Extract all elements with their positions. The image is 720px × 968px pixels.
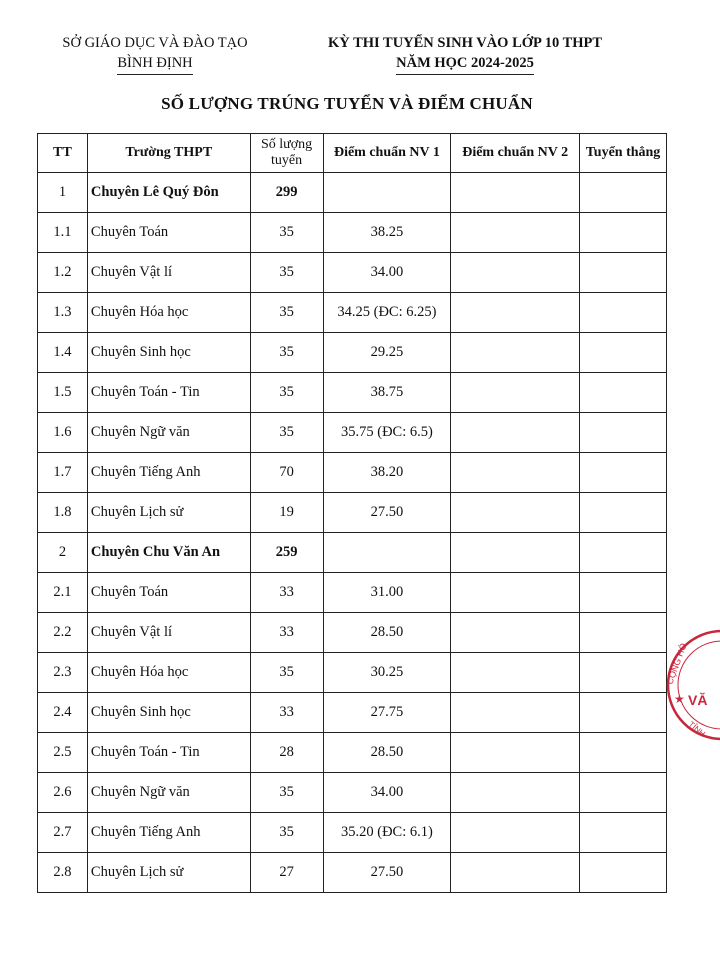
- direct-admission: [580, 413, 667, 453]
- cutoff-nv2: [451, 173, 580, 213]
- table-row: [38, 533, 667, 573]
- direct-admission: [580, 293, 667, 333]
- header-cell: Số lượng tuyển: [250, 134, 323, 173]
- row-number: 2.6: [38, 773, 88, 813]
- school-name: Chuyên Tiếng Anh: [87, 813, 250, 853]
- table-row: [38, 733, 667, 773]
- school-name: Chuyên Vật lí: [87, 613, 250, 653]
- cutoff-nv1: 28.50: [323, 733, 451, 773]
- row-number: 2: [38, 533, 88, 573]
- table-row: [38, 253, 667, 293]
- org-line-1: SỞ GIÁO DỤC VÀ ĐÀO TẠO: [62, 35, 248, 51]
- cutoff-nv2: [451, 853, 580, 893]
- cutoff-nv2: [451, 533, 580, 573]
- quota: 35: [250, 293, 323, 333]
- quota: 33: [250, 573, 323, 613]
- cutoff-nv2: [451, 733, 580, 773]
- cutoff-nv2: [451, 293, 580, 333]
- row-number: 1.2: [38, 253, 88, 293]
- quota: 35: [250, 813, 323, 853]
- school-name: Chuyên Chu Văn An: [87, 533, 250, 573]
- quota: 35: [250, 213, 323, 253]
- table-row: [38, 813, 667, 853]
- cutoff-nv1: 27.50: [323, 493, 451, 533]
- row-number: 1.5: [38, 373, 88, 413]
- school-name: Chuyên Toán - Tin: [87, 373, 250, 413]
- quota: 35: [250, 773, 323, 813]
- cutoff-nv2: [451, 373, 580, 413]
- direct-admission: [580, 173, 667, 213]
- quota: 35: [250, 373, 323, 413]
- cutoff-nv1: 38.75: [323, 373, 451, 413]
- row-number: 2.5: [38, 733, 88, 773]
- cutoff-nv1: 34.00: [323, 253, 451, 293]
- direct-admission: [580, 813, 667, 853]
- row-number: 2.2: [38, 613, 88, 653]
- row-number: 1.6: [38, 413, 88, 453]
- results-table: [37, 133, 667, 893]
- cutoff-nv1: 34.00: [323, 773, 451, 813]
- direct-admission: [580, 533, 667, 573]
- school-name: Chuyên Hóa học: [87, 293, 250, 333]
- cutoff-nv2: [451, 653, 580, 693]
- cutoff-nv1: [323, 173, 451, 213]
- table-row: [38, 573, 667, 613]
- document-title: SỐ LƯỢNG TRÚNG TUYỂN VÀ ĐIỂM CHUẨN: [161, 94, 533, 113]
- cutoff-nv2: [451, 493, 580, 533]
- official-stamp: [660, 625, 720, 745]
- cutoff-nv2: [451, 333, 580, 373]
- cutoff-nv1: 28.50: [323, 613, 451, 653]
- school-name: Chuyên Ngữ văn: [87, 413, 250, 453]
- table-row: [38, 213, 667, 253]
- cutoff-nv1: 27.50: [323, 853, 451, 893]
- svg-text:CỘNG HÒ: CỘNG HÒ: [664, 641, 689, 686]
- direct-admission: [580, 773, 667, 813]
- quota: 35: [250, 253, 323, 293]
- cutoff-nv1: [323, 533, 451, 573]
- quota: 19: [250, 493, 323, 533]
- direct-admission: [580, 693, 667, 733]
- cutoff-nv1: 27.75: [323, 693, 451, 733]
- row-number: 2.3: [38, 653, 88, 693]
- row-number: 2.1: [38, 573, 88, 613]
- row-number: 1.1: [38, 213, 88, 253]
- row-number: 1.8: [38, 493, 88, 533]
- cutoff-nv2: [451, 453, 580, 493]
- row-number: 2.4: [38, 693, 88, 733]
- cutoff-nv1: 38.20: [323, 453, 451, 493]
- table-row: [38, 493, 667, 533]
- table-row: [38, 773, 667, 813]
- quota: 33: [250, 613, 323, 653]
- exam-line-2: NĂM HỌC 2024-2025: [396, 53, 534, 75]
- school-name: Chuyên Ngữ văn: [87, 773, 250, 813]
- row-number: 1.4: [38, 333, 88, 373]
- svg-text:VĂ: VĂ: [688, 692, 708, 708]
- issuing-organization: [40, 33, 270, 75]
- school-name: Chuyên Toán: [87, 573, 250, 613]
- table-row: [38, 453, 667, 493]
- quota: 35: [250, 333, 323, 373]
- row-number: 1.3: [38, 293, 88, 333]
- table-row: [38, 333, 667, 373]
- cutoff-nv2: [451, 613, 580, 653]
- cutoff-nv1: 30.25: [323, 653, 451, 693]
- quota: 27: [250, 853, 323, 893]
- table-row: [38, 653, 667, 693]
- direct-admission: [580, 453, 667, 493]
- table-row: [38, 613, 667, 653]
- table-header-row: [38, 134, 667, 173]
- table-row: [38, 293, 667, 333]
- direct-admission: [580, 333, 667, 373]
- row-number: 2.7: [38, 813, 88, 853]
- svg-text:★: ★: [674, 692, 685, 706]
- direct-admission: [580, 653, 667, 693]
- table-row: [38, 173, 667, 213]
- school-name: Chuyên Lịch sử: [87, 853, 250, 893]
- direct-admission: [580, 493, 667, 533]
- cutoff-nv1: 31.00: [323, 573, 451, 613]
- org-line-2: BÌNH ĐỊNH: [117, 53, 192, 75]
- row-number: 1: [38, 173, 88, 213]
- direct-admission: [580, 373, 667, 413]
- quota: 70: [250, 453, 323, 493]
- direct-admission: [580, 613, 667, 653]
- school-name: Chuyên Tiếng Anh: [87, 453, 250, 493]
- direct-admission: [580, 213, 667, 253]
- cutoff-nv2: [451, 693, 580, 733]
- table-row: [38, 853, 667, 893]
- school-name: Chuyên Hóa học: [87, 653, 250, 693]
- cutoff-nv1: 38.25: [323, 213, 451, 253]
- cutoff-nv2: [451, 773, 580, 813]
- quota: 35: [250, 413, 323, 453]
- row-number: 1.7: [38, 453, 88, 493]
- school-name: Chuyên Vật lí: [87, 253, 250, 293]
- table-row: [38, 413, 667, 453]
- header-cell: TT: [38, 134, 88, 173]
- quota: 28: [250, 733, 323, 773]
- school-name: Chuyên Sinh học: [87, 333, 250, 373]
- cutoff-nv2: [451, 813, 580, 853]
- exam-line-1: KỲ THI TUYỂN SINH VÀO LỚP 10 THPT: [327, 35, 603, 51]
- svg-text:TỈNH: TỈNH: [686, 719, 707, 739]
- cutoff-nv1: 34.25 (ĐC: 6.25): [323, 293, 451, 333]
- quota: 35: [250, 653, 323, 693]
- direct-admission: [580, 853, 667, 893]
- cutoff-nv1: 35.75 (ĐC: 6.5): [323, 413, 451, 453]
- row-number: 2.8: [38, 853, 88, 893]
- table-row: [38, 693, 667, 733]
- quota: 299: [250, 173, 323, 213]
- cutoff-nv2: [451, 213, 580, 253]
- cutoff-nv2: [451, 253, 580, 293]
- school-name: Chuyên Sinh học: [87, 693, 250, 733]
- school-name: Chuyên Toán: [87, 213, 250, 253]
- direct-admission: [580, 733, 667, 773]
- exam-heading: [300, 33, 630, 75]
- cutoff-nv1: 35.20 (ĐC: 6.1): [323, 813, 451, 853]
- school-name: Chuyên Lịch sử: [87, 493, 250, 533]
- header-cell: Điểm chuẩn NV 2: [451, 134, 580, 173]
- school-name: Chuyên Toán - Tin: [87, 733, 250, 773]
- cutoff-nv1: 29.25: [323, 333, 451, 373]
- header-cell: Trường THPT: [87, 134, 250, 173]
- header-cell: Tuyển thẳng: [580, 134, 667, 173]
- school-name: Chuyên Lê Quý Đôn: [87, 173, 250, 213]
- cutoff-nv2: [451, 413, 580, 453]
- direct-admission: [580, 253, 667, 293]
- direct-admission: [580, 573, 667, 613]
- table-row: [38, 373, 667, 413]
- quota: 33: [250, 693, 323, 733]
- cutoff-nv2: [451, 573, 580, 613]
- header-cell: Điểm chuẩn NV 1: [323, 134, 451, 173]
- quota: 259: [250, 533, 323, 573]
